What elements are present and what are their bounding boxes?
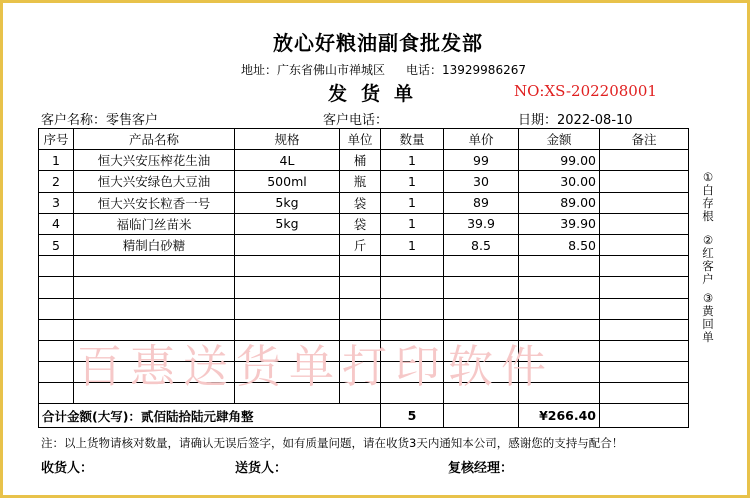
cell-qty: 1	[381, 234, 444, 255]
cell-spec: 500ml	[235, 171, 340, 192]
document-title: 发货单	[328, 83, 428, 105]
cell-remark	[600, 234, 689, 255]
cell-price: 39.9	[444, 213, 519, 234]
col-header: 金额	[519, 129, 600, 150]
table-row	[39, 234, 689, 255]
document-number: NO:XS-202208001	[514, 82, 657, 100]
company-address: 地址：广东省佛山市禅城区	[241, 63, 386, 77]
cell-remark	[600, 192, 689, 213]
cell-qty: 1	[381, 213, 444, 234]
total-quantity: 5	[381, 404, 444, 428]
cell-no: 2	[39, 171, 74, 192]
total-row	[39, 404, 689, 428]
cell-amount: 99.00	[519, 150, 600, 171]
reviewer-signature: 复核经理：	[448, 461, 514, 476]
col-header: 序号	[39, 129, 74, 150]
total-label: 合计金额(大写)：	[42, 408, 141, 424]
cell-amount: 30.00	[519, 171, 600, 192]
empty-row	[39, 383, 689, 404]
copy-text: 白存根	[702, 183, 714, 223]
cell-spec: 5kg	[235, 213, 340, 234]
company-name: 放心好粮油副食批发部	[273, 31, 483, 55]
table-row	[39, 171, 689, 192]
copy-number: ②	[702, 233, 714, 247]
company-phone: 电话：13929986267	[406, 63, 526, 77]
empty-row	[39, 277, 689, 298]
customer-phone: 客户电话：	[323, 113, 389, 128]
table-header-row	[39, 129, 689, 150]
invoice-date: 日期：2022-08-10	[518, 113, 633, 128]
cell-amount: 39.90	[519, 213, 600, 234]
col-header: 备注	[600, 129, 689, 150]
cell-price: 99	[444, 150, 519, 171]
empty-row	[39, 298, 689, 319]
cell-unit: 斤	[340, 234, 381, 255]
cell-name: 恒大兴安长粒香一号	[74, 192, 235, 213]
cell-unit: 袋	[340, 192, 381, 213]
copy-number: ③	[702, 291, 714, 305]
cell-amount: 89.00	[519, 192, 600, 213]
cell-unit: 袋	[340, 213, 381, 234]
cell-remark	[600, 171, 689, 192]
col-header: 单价	[444, 129, 519, 150]
col-header: 单位	[340, 129, 381, 150]
cell-remark	[600, 213, 689, 234]
cell-name: 精制白砂糖	[74, 234, 235, 255]
table-row	[39, 192, 689, 213]
items-table	[38, 128, 689, 428]
cell-qty: 1	[381, 171, 444, 192]
empty-row	[39, 362, 689, 383]
total-words: 贰佰陆拾陆元肆角整	[140, 408, 254, 424]
cell-amount: 8.50	[519, 234, 600, 255]
col-header: 规格	[235, 129, 340, 150]
empty-row	[39, 256, 689, 277]
copy-label-yellow	[701, 292, 715, 344]
cell-spec	[235, 234, 340, 255]
cell-price: 89	[444, 192, 519, 213]
sender-signature: 送货人：	[235, 461, 288, 476]
cell-no: 1	[39, 150, 74, 171]
copy-label-red	[701, 234, 715, 286]
table-row	[39, 213, 689, 234]
cell-name: 恒大兴安绿色大豆油	[74, 171, 235, 192]
copy-text: 红客户	[702, 246, 714, 286]
copy-label-white	[701, 171, 715, 223]
footer-note: 注：以上货物请核对数量，请确认无误后签字，如有质量问题，请在收货3天内通知本公司，感谢您的支持与配合！	[41, 436, 624, 450]
total-in-words-cell	[39, 404, 381, 428]
cell-qty: 1	[381, 192, 444, 213]
cell-no: 4	[39, 213, 74, 234]
cell-name: 恒大兴安压榨花生油	[74, 150, 235, 171]
cell-qty: 1	[381, 150, 444, 171]
watermark-text: 百惠送货单打印软件	[77, 340, 555, 393]
cell-name: 福临门丝苗米	[74, 213, 235, 234]
copy-text: 黄回单	[702, 304, 714, 344]
cell-spec: 4L	[235, 150, 340, 171]
receiver-signature: 收货人：	[41, 461, 94, 476]
cell-unit: 桶	[340, 150, 381, 171]
cell-remark	[600, 150, 689, 171]
cell-price: 30	[444, 171, 519, 192]
cell-spec: 5kg	[235, 192, 340, 213]
col-header: 产品名称	[74, 129, 235, 150]
cell-no: 5	[39, 234, 74, 255]
empty-row	[39, 340, 689, 361]
cell-unit: 瓶	[340, 171, 381, 192]
cell-no: 3	[39, 192, 74, 213]
customer-name: 客户名称：零售客户	[41, 113, 159, 128]
total-amount: ¥266.40	[519, 404, 600, 428]
col-header: 数量	[381, 129, 444, 150]
empty-row	[39, 319, 689, 340]
cell-price: 8.5	[444, 234, 519, 255]
copy-number: ①	[702, 170, 714, 184]
table-row	[39, 150, 689, 171]
